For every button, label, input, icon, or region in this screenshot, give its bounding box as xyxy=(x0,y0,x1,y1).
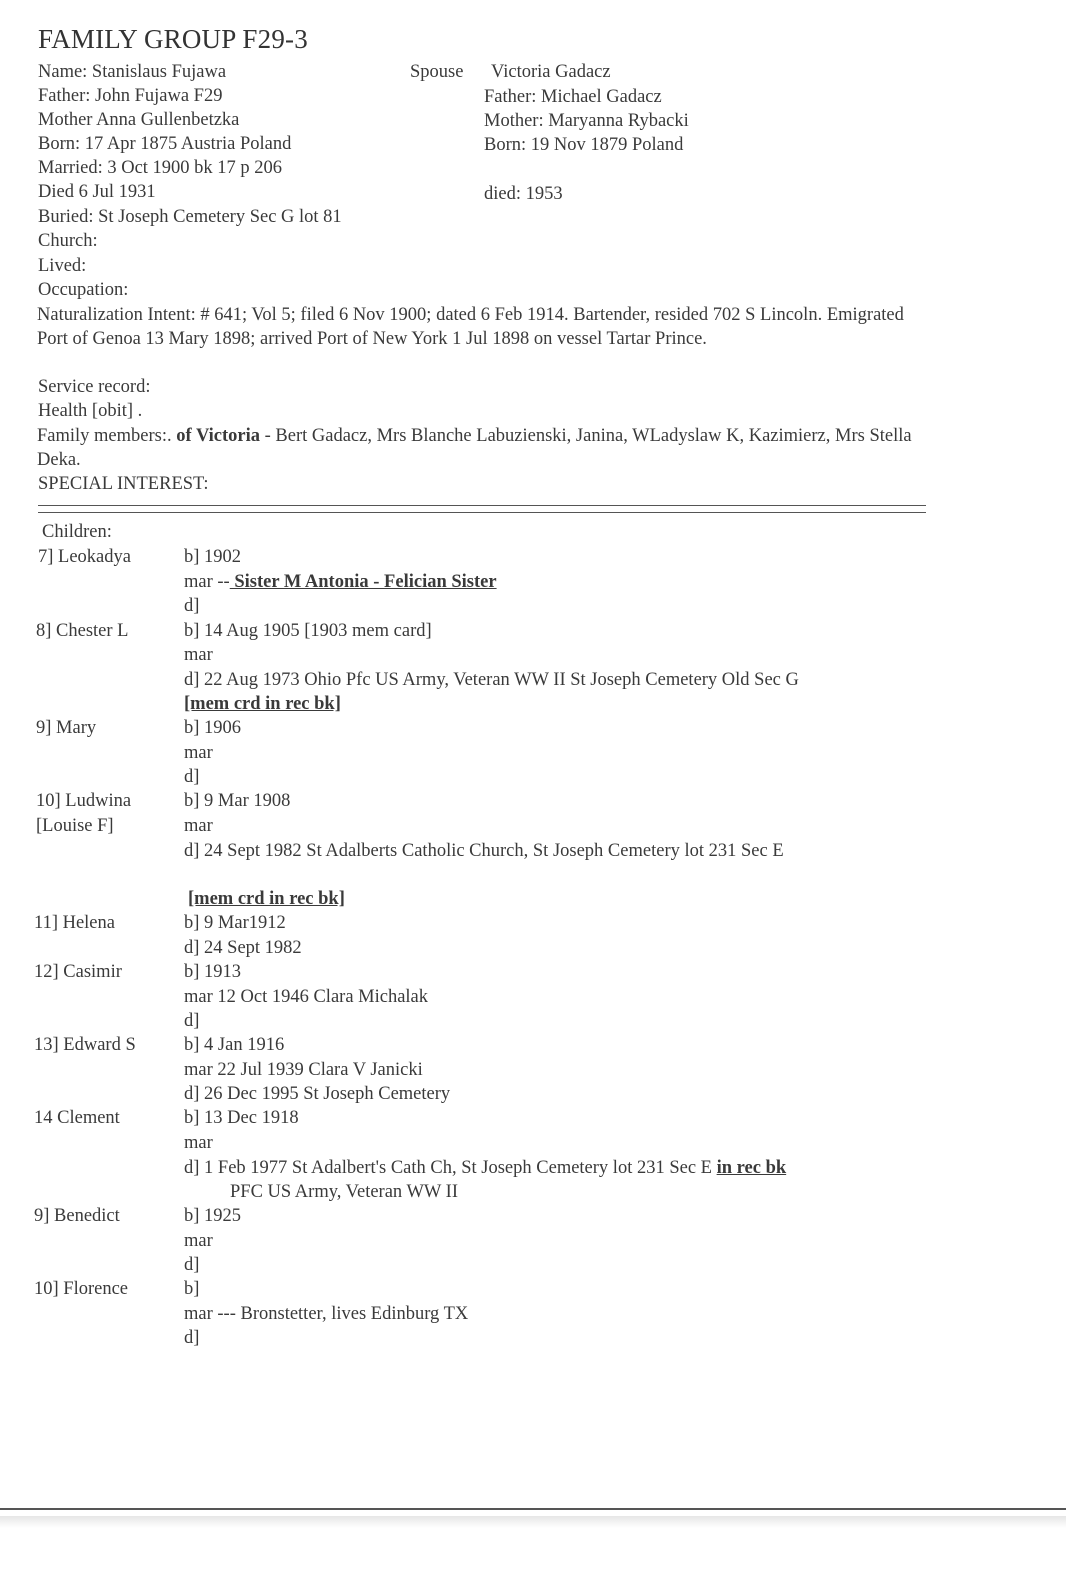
died-underlined: in rec bk xyxy=(716,1158,787,1178)
spouse-died: died: 1953 xyxy=(484,184,563,204)
child-married: mar xyxy=(184,645,213,665)
child-name: 10] Ludwina xyxy=(36,791,132,811)
died-text: d] 1 Feb 1977 St Adalbert's Cath Ch, St Joseph Cemetery lot 231 Sec E xyxy=(184,1158,717,1178)
child-born: b] 1902 xyxy=(184,547,242,567)
mar-prefix: mar -- xyxy=(184,572,230,592)
child-name: 12] Casimir xyxy=(34,962,122,982)
bottom-shadow xyxy=(0,1516,1066,1528)
children-label: Children: xyxy=(42,522,112,542)
child-married: mar xyxy=(184,1231,213,1251)
service-line: Service record: xyxy=(38,377,151,397)
child-died: d] 24 Sept 1982 xyxy=(184,938,302,958)
child-died: d] 24 Sept 1982 St Adalberts Catholic Church, St Joseph Cemetery lot 231 Sec E xyxy=(184,841,784,861)
died-line: Died 6 Jul 1931 xyxy=(38,182,156,202)
married-line: Married: 3 Oct 1900 bk 17 p 206 xyxy=(38,158,283,178)
church-line: Church: xyxy=(38,231,98,251)
spouse-name: Victoria Gadacz xyxy=(491,62,611,82)
child-born: b] 1913 xyxy=(184,962,242,982)
child-died: d] xyxy=(184,596,200,616)
father-line: Father: John Fujawa F29 xyxy=(38,86,223,106)
separator-line xyxy=(38,505,926,513)
child-note: [mem crd in rec bk] xyxy=(184,694,341,714)
child-died: d] 26 Dec 1995 St Joseph Cemetery xyxy=(184,1084,451,1104)
child-name: 8] Chester L xyxy=(36,621,129,641)
child-name: 7] Leokadya xyxy=(38,547,131,567)
child-died: d] 22 Aug 1973 Ohio Pfc US Army, Veteran WW II St Joseph Cemetery Old Sec G xyxy=(184,670,799,690)
born-line: Born: 17 Apr 1875 Austria Poland xyxy=(38,134,292,154)
lived-line: Lived: xyxy=(38,256,87,276)
child-name: 14 Clement xyxy=(34,1108,120,1128)
spouse-father: Father: Michael Gadacz xyxy=(484,87,662,107)
child-born: b] xyxy=(184,1279,200,1299)
special-interest: SPECIAL INTEREST: xyxy=(38,474,209,494)
child-died: d] xyxy=(184,1011,200,1031)
child-married: mar 22 Jul 1939 Clara V Janicki xyxy=(184,1060,423,1080)
child-married: mar 12 Oct 1946 Clara Michalak xyxy=(184,987,429,1007)
child-married: mar xyxy=(184,743,213,763)
mar-underlined: Sister M Antonia - Felician Sister xyxy=(229,572,497,592)
spouse-label: Spouse xyxy=(410,62,464,82)
spouse-born: Born: 19 Nov 1879 Poland xyxy=(484,135,684,155)
child-name: 11] Helena xyxy=(34,913,115,933)
child-born: b] 13 Dec 1918 xyxy=(184,1108,299,1128)
child-born: b] 9 Mar1912 xyxy=(184,913,286,933)
family-rest: - Bert Gadacz, Mrs Blanche Labuzienski, Janina, WLadyslaw K, Kazimierz, Mrs Stella Deka. xyxy=(37,426,912,470)
spouse-mother: Mother: Maryanna Rybacki xyxy=(484,111,689,131)
buried-line: Buried: St Joseph Cemetery Sec G lot 81 xyxy=(38,207,342,227)
child-born: b] 4 Jan 1916 xyxy=(184,1035,285,1055)
child-alt-name: [Louise F] xyxy=(36,816,114,836)
child-name: 9] Mary xyxy=(36,718,97,738)
child-name: 13] Edward S xyxy=(34,1035,136,1055)
child-name: 10] Florence xyxy=(34,1279,129,1299)
family-members xyxy=(37,424,917,472)
child-died: d] xyxy=(184,1328,200,1348)
health-line: Health [obit] . xyxy=(38,401,143,421)
child-born: b] 14 Aug 1905 [1903 mem card] xyxy=(184,621,432,641)
occupation-line: Occupation: xyxy=(38,280,129,300)
naturalization-text: Naturalization Intent: # 641; Vol 5; filed 6 Nov 1900; dated 6 Feb 1914. Bartender, resided 702 S Lincoln. Emigrated Port of Genoa 13 Mary 1898; arrived Port of New York 1 Jul 1898 on vessel Tartar Prince. xyxy=(37,305,904,349)
child-born: b] 1906 xyxy=(184,718,242,738)
page-title: FAMILY GROUP F29-3 xyxy=(38,24,308,54)
child-married: mar --- Bronstetter, lives Edinburg TX xyxy=(184,1304,469,1324)
child-service: PFC US Army, Veteran WW II xyxy=(230,1182,458,1202)
family-prefix: Family members:. xyxy=(37,426,177,446)
child-died xyxy=(184,1156,786,1180)
mother-line: Mother Anna Gullenbetzka xyxy=(38,110,240,130)
child-married: mar xyxy=(184,816,213,836)
name-line: Name: Stanislaus Fujawa xyxy=(38,62,227,82)
child-died: d] xyxy=(184,1255,200,1275)
child-note: [mem crd in rec bk] xyxy=(188,889,345,909)
child-born: b] 9 Mar 1908 xyxy=(184,791,291,811)
child-married xyxy=(184,570,497,594)
child-name: 9] Benedict xyxy=(34,1206,120,1226)
child-married: mar xyxy=(184,1133,213,1153)
child-died: d] xyxy=(184,767,200,787)
child-born: b] 1925 xyxy=(184,1206,242,1226)
family-bold: of Victoria xyxy=(176,426,260,446)
